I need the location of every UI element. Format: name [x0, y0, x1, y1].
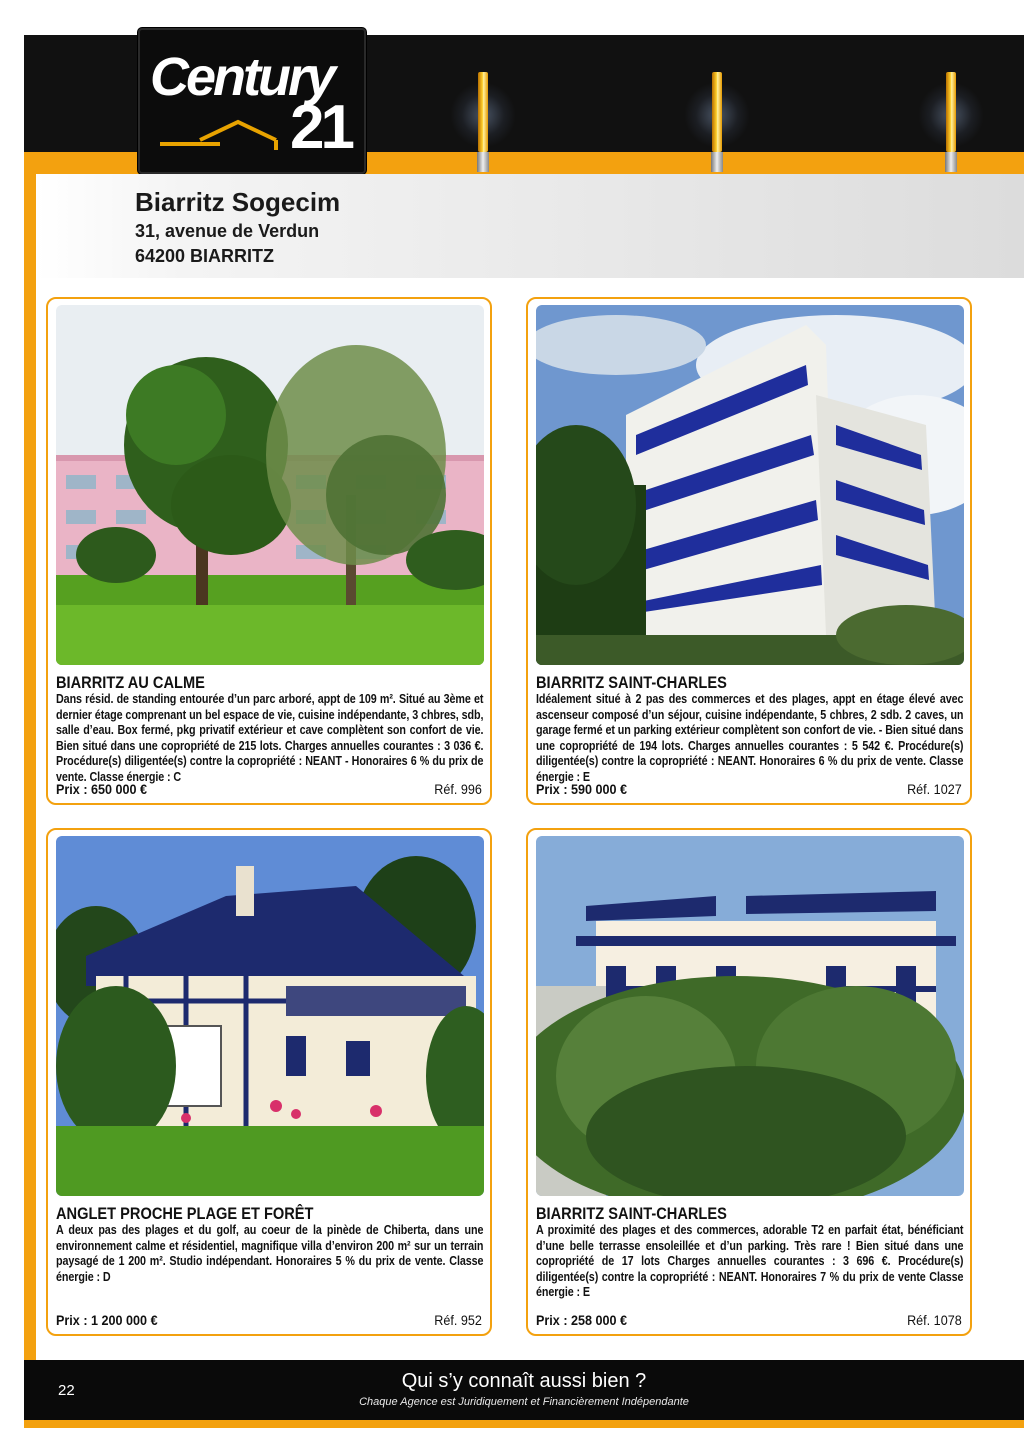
listing-photo	[536, 305, 964, 665]
agency-name: Biarritz Sogecim	[135, 187, 341, 217]
listing-title: BIARRITZ SAINT-CHARLES	[536, 673, 727, 692]
lamp-decoration	[942, 72, 960, 172]
agency-city: 64200 BIARRITZ	[135, 246, 275, 266]
lamp-decoration	[708, 72, 726, 172]
century21-logo	[138, 28, 366, 174]
listing-reference: Réf. 996	[434, 781, 482, 797]
left-accent-rail	[24, 152, 36, 1427]
footer-tagline: Chaque Agence est Juridiquement et Financièrement Indépendante	[359, 1396, 689, 1408]
listing-card[interactable]	[46, 297, 492, 805]
listing-card[interactable]	[46, 828, 492, 1336]
page-number: 22	[58, 1382, 75, 1399]
listing-title: ANGLET PROCHE PLAGE ET FORÊT	[56, 1204, 314, 1223]
listing-card[interactable]	[526, 297, 972, 805]
footer-bar	[24, 1360, 1024, 1420]
logo-number: 21	[290, 93, 351, 162]
logo-roof-icon	[160, 110, 296, 150]
bottom-accent-rail	[24, 1420, 1024, 1428]
listing-price: Prix : 258 000 €	[536, 1312, 628, 1328]
logo-wordmark: Century	[150, 47, 334, 107]
footer-slogan: Qui s’y connaît aussi bien ?	[401, 1370, 647, 1392]
listing-reference: Réf. 952	[434, 1312, 482, 1328]
listing-description: Dans résid. de standing entourée d’un parc arboré, appt de 109 m². Situé au 3ème et dernier étage comprenant un bel espace de vie, cuisine indépendante, 3 chbres, sdb, salle d’eau. Box fermé, pkg privatif extérieur et cave complètent son confort de vie. Bien situé dans une copropriété de 215 lots. Charges annuelles courantes : 3 036 €. Procédure(s) diligentée(s) contre la copropriété : NEANT - Honoraires 6 % du prix de vente. Classe énergie : C	[56, 692, 484, 784]
listing-photo	[536, 836, 964, 1196]
listing-photo	[56, 836, 484, 1196]
listing-price: Prix : 1 200 000 €	[56, 1312, 158, 1328]
listing-photo	[56, 305, 484, 665]
listing-card[interactable]	[526, 828, 972, 1336]
listing-reference: Réf. 1027	[907, 781, 962, 797]
agency-address: 31, avenue de Verdun	[135, 221, 320, 241]
listing-title: BIARRITZ SAINT-CHARLES	[536, 1204, 727, 1223]
listing-description: Idéalement situé à 2 pas des commerces et des plages, appt en étage élevé avec ascenseur composé d’un séjour, cuisine indépendante, 5 chbres, 2 sdb. 2 caves, un garage fermé et un parking extérieur complètent son confort de vie. - Bien situé dans une copropriété de 194 lots. Charges annuelles courantes : 5 542 €. Procédure(s) diligentée(s) contre la copropriété : NEANT. Honoraires 6 % du prix de vente. Classe énergie : E	[536, 692, 964, 784]
listing-price: Prix : 590 000 €	[536, 781, 628, 797]
listing-reference: Réf. 1078	[907, 1312, 962, 1328]
listing-description: A proximité des plages et des commerces, adorable T2 en parfait état, bénéficiant d’une belle terrasse ensoleillée et d’un parking. Très rare ! Bien situé dans une copropriété de 17 lots Charges annuelles courantes : 3 696 €. Procédure(s) diligentée(s) contre la copropriété : NEANT. Honoraires 7 % du prix de vente Classe énergie : E	[536, 1223, 964, 1300]
listing-title: BIARRITZ AU CALME	[56, 673, 205, 692]
listing-price: Prix : 650 000 €	[56, 781, 148, 797]
lamp-decoration	[474, 72, 492, 172]
listing-description: A deux pas des plages et du golf, au coeur de la pinède de Chiberta, dans une environnement calme et résidentiel, magnifique villa d’environ 200 m² sur un terrain paysagé de 1 200 m². Studio indépendant. Honoraires 5 % du prix de vente. Classe énergie : D	[56, 1223, 484, 1284]
